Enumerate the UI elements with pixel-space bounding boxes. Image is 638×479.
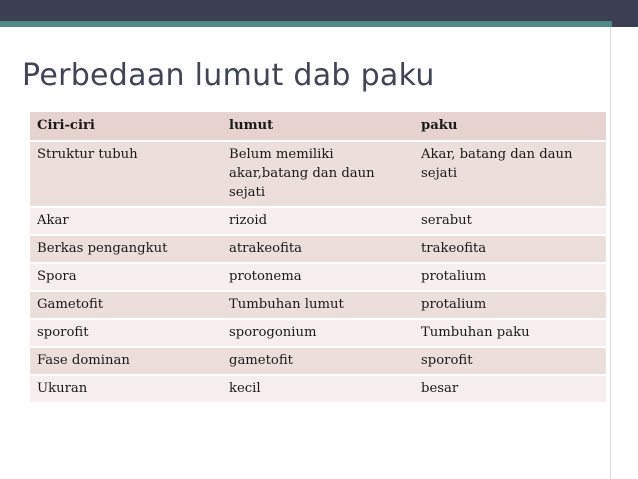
cell-feature: Berkas pengangkut [30,235,222,263]
table-row [30,263,606,291]
cell-paku: Akar, batang dan daun sejati [414,141,606,207]
cell-paku: protalium [414,263,606,291]
table-header-row [30,112,606,141]
cell-paku: protalium [414,291,606,319]
top-accent-stripe [0,21,638,27]
header-lumut: lumut [222,112,414,141]
cell-feature: Ukuran [30,375,222,403]
header-ciri-ciri: Ciri-ciri [30,112,222,141]
cell-paku: besar [414,375,606,403]
table-row [30,141,606,207]
top-banner [0,0,638,21]
table-row [30,347,606,375]
cell-lumut: Belum memiliki akar,batang dan daun sejati [222,141,414,207]
cell-lumut: atrakeofita [222,235,414,263]
cell-lumut: rizoid [222,207,414,235]
cell-paku: trakeofita [414,235,606,263]
table-row [30,235,606,263]
slide-title: Perbedaan lumut dab paku [22,58,435,93]
cell-feature: Spora [30,263,222,291]
table-row [30,375,606,403]
table-row [30,319,606,347]
comparison-table [30,112,606,404]
cell-paku: sporofit [414,347,606,375]
cell-feature: Fase dominan [30,347,222,375]
cell-lumut: sporogonium [222,319,414,347]
header-paku: paku [414,112,606,141]
cell-feature: Akar [30,207,222,235]
cell-lumut: gametofit [222,347,414,375]
cell-lumut: protonema [222,263,414,291]
table-row [30,207,606,235]
cell-feature: sporofit [30,319,222,347]
cell-feature: Gametofit [30,291,222,319]
table-row [30,291,606,319]
cell-paku: Tumbuhan paku [414,319,606,347]
top-right-corner-block [612,0,638,27]
right-divider-line [610,27,611,479]
cell-paku: serabut [414,207,606,235]
cell-feature: Struktur tubuh [30,141,222,207]
cell-lumut: Tumbuhan lumut [222,291,414,319]
cell-lumut: kecil [222,375,414,403]
